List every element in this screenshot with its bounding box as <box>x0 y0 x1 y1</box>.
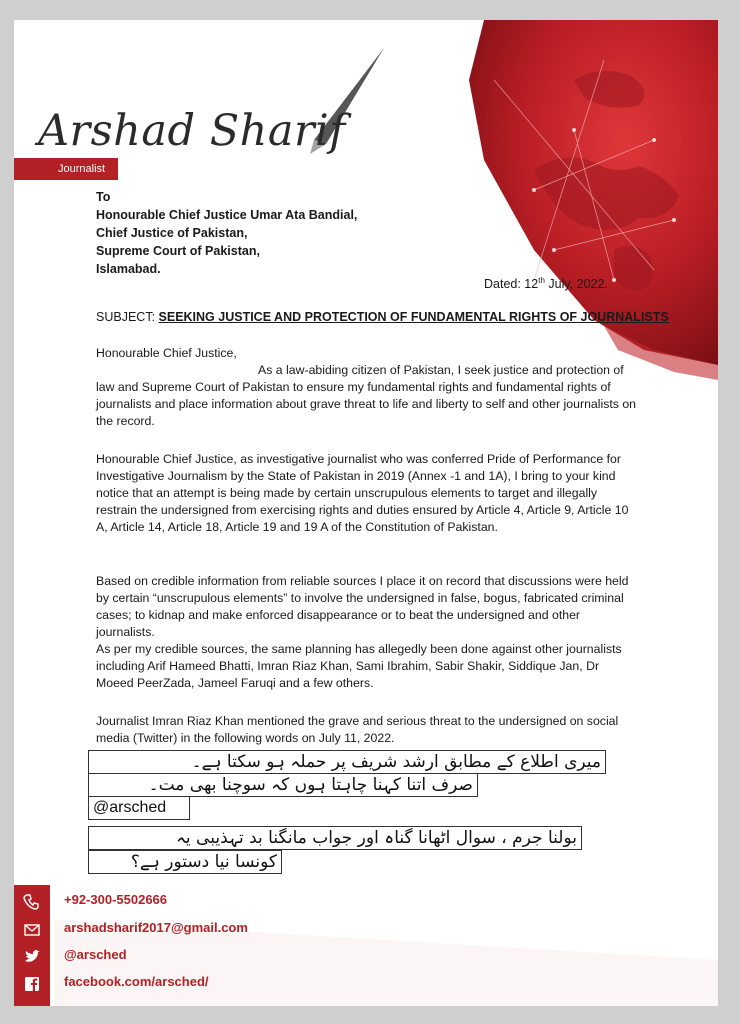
subject-line <box>96 310 669 324</box>
subject-label: SUBJECT: <box>96 310 159 324</box>
urdu-quote-line-3: بولنا جرم ، سوال اٹھانا گناہ اور جواب مانگنا بد تہذیبی یہ <box>88 826 582 850</box>
paragraph-3: Based on credible information from reliable sources I place it on record that discussions were held by certain “unscrupulous elements” to involve the undersigned in false, bogus, fabricated criminal cases; to kidnap and make enforced disappearance or to beat the undersigned and other journalists. <box>96 574 629 639</box>
quote-handle: @arsched <box>88 796 190 820</box>
footer-band <box>14 885 50 1006</box>
address-line-3: Supreme Court of Pakistan, <box>96 244 260 258</box>
address-line-4: Islamabad. <box>96 262 161 276</box>
paragraph-4: As per my credible sources, the same planning has allegedly been done against other journalists including Arif Hameed Bhatti, Imran Riaz Khan, Sami Ibrahim, Sabir Shakir, Siddique Jan, Dr Moeed PeerZada, Jameel Faruqi and a few others. <box>96 642 622 690</box>
facebook-icon <box>23 975 41 993</box>
footer-twitter[interactable]: @arsched <box>64 947 127 962</box>
address-line-2: Chief Justice of Pakistan, <box>96 226 248 240</box>
urdu-quote-line-4: کونسا نیا دستور ہے؟ <box>88 850 282 874</box>
twitter-icon <box>23 948 41 966</box>
signature-logo: Arshad Sharif <box>38 106 346 156</box>
footer-facebook[interactable]: facebook.com/arsched/ <box>64 974 209 989</box>
subject-text: SEEKING JUSTICE AND PROTECTION OF FUNDAMENTAL RIGHTS OF JOURNALISTS <box>158 310 669 324</box>
salutation: Honourable Chief Justice, <box>96 346 237 360</box>
date-line: Dated: 12th July, 2022. <box>484 276 608 292</box>
footer-phone[interactable]: +92-300-5502666 <box>64 892 168 907</box>
mail-icon <box>23 921 41 939</box>
paragraph-2: Honourable Chief Justice, as investigative journalist who was conferred Pride of Performance for Investigative Journalism by the State of Pakistan in 2019 (Annex -1 and 1A), I bring to your kind notice that an attempt is being made by certain unscrupulous elements to target and illegally restrain the undersigned from exercising rights and duties ensured by Article 4, Article 9, Article 10 A, Article 14, Article 18, Article 19 and 19 A of the Constitution of Pakistan. <box>96 452 629 534</box>
urdu-quote-line-2: صرف اتنا کہنا چاہتا ہوں کہ سوچنا بھی مت۔ <box>88 773 478 797</box>
phone-icon <box>23 893 41 911</box>
letter-page <box>14 20 718 1006</box>
paragraph-5: Journalist Imran Riaz Khan mentioned the grave and serious threat to the undersigned on social media (Twitter) in the following words on July 11, 2022. <box>96 714 619 745</box>
urdu-quote-line-1: میری اطلاع کے مطابق ارشد شریف پر حملہ ہو سکتا ہے۔ <box>88 750 606 774</box>
role-band: Journalist <box>14 158 118 180</box>
address-line-1: Honourable Chief Justice Umar Ata Bandial, <box>96 208 358 222</box>
footer-email[interactable]: arshadsharif2017@gmail.com <box>64 920 248 935</box>
address-to: To <box>96 190 111 204</box>
paragraph-1: As a law-abiding citizen of Pakistan, I seek justice and protection of law and Supreme Court of Pakistan to ensure my fundamental rights and fundamental rights of journalists and place information about grave threat to life and liberty to self and other journalists on the record. <box>96 363 637 428</box>
